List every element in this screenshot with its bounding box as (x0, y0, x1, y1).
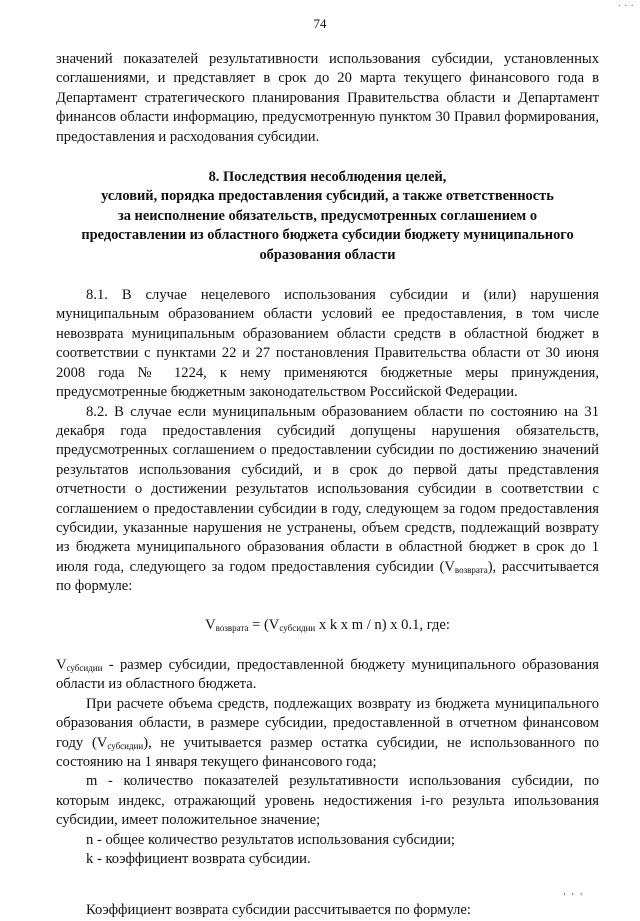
paragraph-8-2-text: 8.2. В случае если муниципальным образованием области по состоянию на 31 декабря года предоставления субсидий допущены нарушения обязательств, предусмотренных соглашением о предоставлении субсидии по достижению значений результатов использования субсидий, и в срок до первой даты представления отчетности о достижении результатов использования субсидии в соответствии с соглашением о предоставлении субсидии в году, следующем за годом предоставления субсидии, указанные нарушения не устранены, объем средств, подлежащий возврату из бюджета муниципального образования области в областной бюджет в срок до 1 июля года, следующего за годом предоставления субсидии (V (56, 403, 599, 575)
section-heading-line-2: условий, порядка предоставления субсидий, а также ответственность (101, 188, 554, 205)
calc-note-end: ), не учитывается размер остатка субсидии, не использованного по состоянию на 1 января текущего финансового года; (56, 734, 599, 770)
definition-v-subsidy (56, 656, 599, 695)
definition-m: m - количество показателей результативности использования субсидии, по которым индекс, отражающий уровень недостижения i-го результа ипользования субсидии, имеет положительное значение; (56, 773, 599, 829)
paragraph-8-2-text-end: ), рассчитывается по формуле: (56, 558, 599, 595)
formula-rhs-end: x k x m / n) x 0.1, где: (315, 616, 450, 633)
section-heading-line-1: 8. Последствия несоблюдения целей, (208, 169, 447, 186)
closing-line: Коэффициент возврата субсидии рассчитывается по формуле: (86, 902, 471, 919)
return-formula (56, 616, 599, 635)
paragraph-8-2 (56, 403, 599, 597)
formula-lhs: V (205, 616, 216, 633)
paragraph-8-1: 8.1. В случае нецелевого использования субсидии и (или) нарушения муниципальным образованием области условий ее предоставления, в том числе невозврата муниципальным образованием области средств в областной бюджет в соответствии с пунктами 22 и 27 постановления Правительства области от 30 июня 2008 года № 1224, к нему применяются бюджетные меры принуждения, предусмотренные бюджетным законодательством Российской Федерации. (56, 287, 599, 401)
page-number: 74 (313, 16, 327, 31)
section-heading-line-5: образования области (259, 246, 396, 263)
formula-eq: = (V (248, 616, 280, 633)
calculation-note (56, 695, 599, 773)
section-heading-line-4: предоставлении из областного бюджета субсидии бюджету муниципального (81, 227, 574, 244)
calc-note-start: При расчете объема средств, подлежащих возврату из бюджета муниципального образования области, в размере субсидии, предоставленной в отчетном финансовом году (V (56, 695, 599, 751)
formula-rhs-subscript: субсидии (279, 622, 316, 633)
v-return-subscript: возврата (454, 564, 488, 575)
v-subsidy-subscript: субсидии (66, 662, 103, 673)
intro-paragraph: значений показателей результативности использования субсидии, установленных соглашениями, и представляет в срок до 20 марта текущего финансового года в Департамент стратегического планирования Правительства области и Департамент финансов области информацию, предусмотренную пунктом 30 Правил формирования, предоставления и расходования субсидии. (56, 51, 599, 145)
document-body (56, 50, 599, 921)
corner-mark: · · · (617, 0, 634, 12)
calc-note-subscript: субсидии (107, 740, 144, 751)
v-subsidy-text: - размер субсидии, предоставленной бюджету муниципального образования области из областного бюджета. (56, 656, 599, 693)
scan-mark: ' ' ' (563, 892, 584, 903)
formula-lhs-subscript: возврата (215, 622, 249, 633)
definition-k: k - коэффициент возврата субсидии. (86, 851, 311, 868)
v-subsidy-symbol: V (56, 656, 67, 673)
definition-n: n - общее количество результатов использования субсидии; (86, 831, 455, 848)
section-heading (56, 168, 599, 265)
section-heading-line-3: за неисполнение обязательств, предусмотренных соглашением о (117, 207, 538, 224)
